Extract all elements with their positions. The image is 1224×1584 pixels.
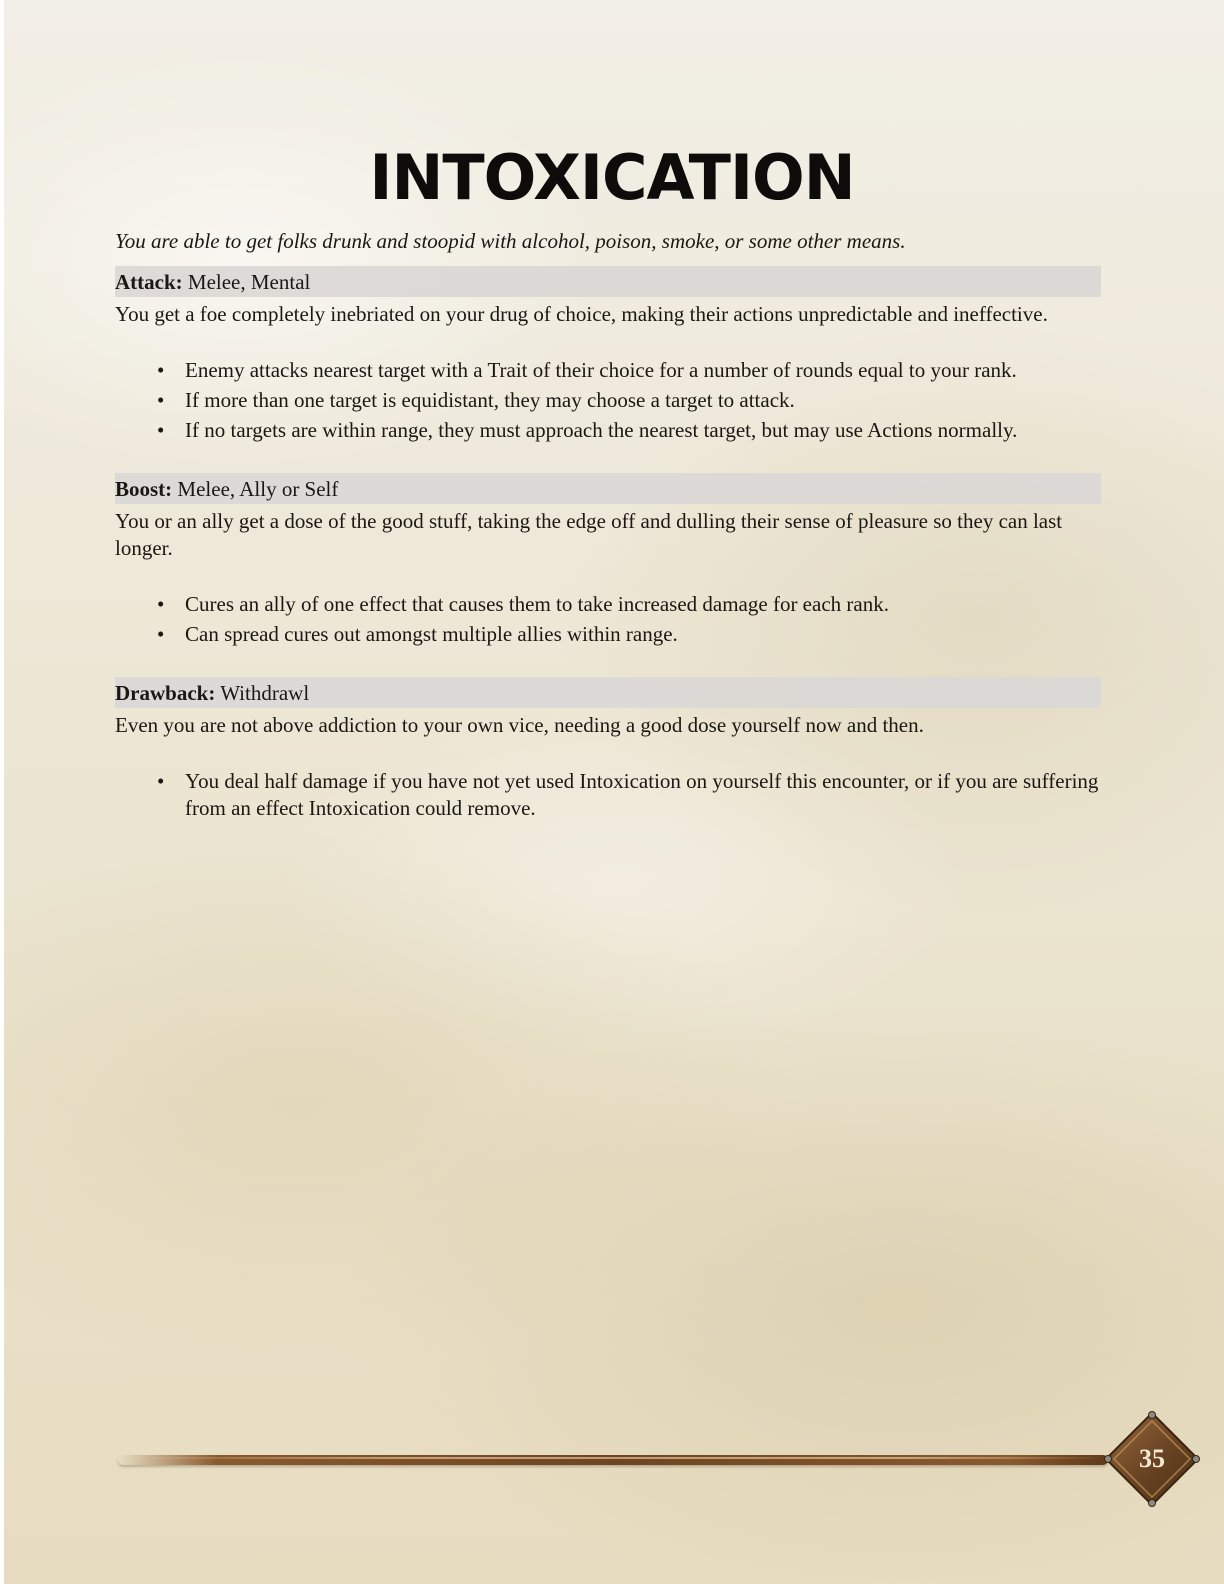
section-description: Even you are not above addiction to your own vice, needing a good dose yourself now and then. bbox=[115, 713, 924, 737]
section-header-drawback bbox=[115, 677, 1101, 708]
bullet-icon: • bbox=[157, 418, 165, 442]
page-title: INTOXICATION bbox=[369, 141, 855, 214]
list-item-text: Can spread cures out amongst multiple allies within range. bbox=[185, 622, 678, 646]
bullet-icon: • bbox=[157, 358, 165, 382]
bullet-icon: • bbox=[157, 769, 165, 793]
section-value: Withdrawl bbox=[220, 681, 310, 705]
list-item bbox=[157, 357, 1101, 384]
bullet-icon: • bbox=[157, 622, 165, 646]
bullet-icon: • bbox=[157, 388, 165, 412]
list-item-text: If no targets are within range, they must approach the nearest target, but may use Actions normally. bbox=[185, 418, 1018, 442]
intro-text: You are able to get folks drunk and stoopid with alcohol, poison, smoke, or some other means. bbox=[115, 229, 906, 253]
main-content bbox=[115, 226, 1101, 851]
list-item bbox=[157, 768, 1101, 822]
section-value: Melee, Ally or Self bbox=[177, 477, 339, 501]
section-value: Melee, Mental bbox=[187, 270, 311, 294]
section-description: You get a foe completely inebriated on your drug of choice, making their actions unpredictable and ineffective. bbox=[115, 302, 1048, 326]
list-item-text: Cures an ally of one effect that causes them to take increased damage for each rank. bbox=[185, 592, 889, 616]
bullet-list bbox=[115, 591, 1101, 648]
section-boost bbox=[115, 473, 1101, 648]
list-item-text: If more than one target is equidistant, they may choose a target to attack. bbox=[185, 388, 795, 412]
section-header-boost bbox=[115, 473, 1101, 504]
section-label: Drawback: bbox=[115, 681, 216, 705]
list-item bbox=[157, 591, 1101, 618]
footer-divider bbox=[118, 1455, 1108, 1465]
section-description: You or an ally get a dose of the good stuff, taking the edge off and dulling their sense of pleasure so they can last longer. bbox=[115, 509, 1063, 560]
section-header-attack bbox=[115, 266, 1101, 297]
list-item bbox=[157, 417, 1101, 444]
list-item-text: You deal half damage if you have not yet used Intoxication on yourself this encounter, or if you are suffering from an effect Intoxication could remove. bbox=[185, 769, 1099, 820]
list-item-text: Enemy attacks nearest target with a Trait of their choice for a number of rounds equal to your rank. bbox=[185, 358, 1017, 382]
list-item bbox=[157, 387, 1101, 414]
section-label: Boost: bbox=[115, 477, 173, 501]
bullet-icon: • bbox=[157, 592, 165, 616]
section-attack bbox=[115, 266, 1101, 444]
bullet-list bbox=[115, 768, 1101, 822]
bullet-list bbox=[115, 357, 1101, 444]
section-drawback bbox=[115, 677, 1101, 822]
page-number: 35 bbox=[1139, 1444, 1165, 1473]
section-label: Attack: bbox=[115, 270, 183, 294]
list-item bbox=[157, 621, 1101, 648]
page-edge bbox=[0, 0, 4, 1584]
